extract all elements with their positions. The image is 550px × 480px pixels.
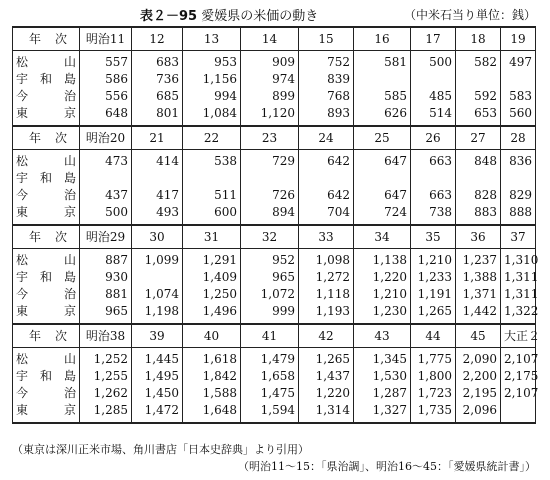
year-cell: 37	[501, 225, 536, 249]
price-cell: 1,530	[354, 368, 411, 385]
year-cell: 16	[354, 27, 411, 51]
rice-price-table	[12, 26, 541, 424]
row-label-tokyo: 東 京	[13, 204, 80, 225]
price-cell: 2,200	[456, 368, 501, 385]
price-cell: 2,096	[456, 402, 501, 423]
price-cell: 1,220	[354, 269, 411, 286]
year-cell: 33	[299, 225, 354, 249]
price-cell: 1,450	[132, 385, 183, 402]
price-cell: 1,327	[354, 402, 411, 423]
price-cell: 1,496	[183, 303, 241, 324]
year-header-label: 年 次	[13, 225, 80, 249]
price-cell	[501, 71, 536, 88]
table-body	[13, 27, 541, 423]
price-cell: 647	[354, 150, 411, 171]
price-cell: 1,074	[132, 286, 183, 303]
table-number: 表２－95	[140, 9, 198, 24]
price-cell: 586	[80, 71, 132, 88]
table-row-matsuyama	[13, 249, 536, 270]
price-cell: 704	[299, 204, 354, 225]
year-header-label: 年 次	[13, 126, 80, 150]
year-header-label: 年 次	[13, 27, 80, 51]
price-cell: 1,442	[456, 303, 501, 324]
price-cell	[411, 71, 456, 88]
year-cell: 17	[411, 27, 456, 51]
row-label-imabari: 今 治	[13, 88, 80, 105]
year-cell: 明治38	[80, 324, 132, 348]
price-cell: 1,252	[80, 348, 132, 369]
price-cell: 1,445	[132, 348, 183, 369]
price-cell: 1,265	[411, 303, 456, 324]
price-cell: 683	[132, 51, 183, 72]
price-cell: 1,310	[501, 249, 536, 270]
price-cell: 583	[501, 88, 536, 105]
year-header-row	[13, 27, 536, 51]
price-cell: 556	[80, 88, 132, 105]
price-cell: 828	[456, 187, 501, 204]
price-cell: 485	[411, 88, 456, 105]
price-cell: 1,250	[183, 286, 241, 303]
price-cell: 1,618	[183, 348, 241, 369]
price-cell: 2,175	[501, 368, 536, 385]
year-cell: 42	[299, 324, 354, 348]
table-row-tokyo	[13, 402, 536, 423]
price-cell: 952	[241, 249, 299, 270]
price-cell: 626	[354, 105, 411, 126]
price-cell: 894	[241, 204, 299, 225]
price-cell: 1,495	[132, 368, 183, 385]
price-cell	[501, 170, 536, 187]
price-cell: 768	[299, 88, 354, 105]
year-cell: 21	[132, 126, 183, 150]
price-cell	[354, 170, 411, 187]
price-cell: 557	[80, 51, 132, 72]
price-cell: 1,120	[241, 105, 299, 126]
table-row-imabari	[13, 286, 536, 303]
price-cell	[501, 402, 536, 423]
price-cell: 1,193	[299, 303, 354, 324]
price-cell: 887	[80, 249, 132, 270]
year-cell: 44	[411, 324, 456, 348]
year-cell: 15	[299, 27, 354, 51]
year-cell: 34	[354, 225, 411, 249]
price-cell: 1,345	[354, 348, 411, 369]
price-cell: 1,099	[132, 249, 183, 270]
year-cell: 23	[241, 126, 299, 150]
price-cell: 883	[456, 204, 501, 225]
price-cell: 965	[80, 303, 132, 324]
year-cell: 45	[456, 324, 501, 348]
price-cell: 653	[456, 105, 501, 126]
price-cell: 1,371	[456, 286, 501, 303]
year-cell: 13	[183, 27, 241, 51]
price-cell: 1,775	[411, 348, 456, 369]
price-cell: 836	[501, 150, 536, 171]
price-cell: 538	[183, 150, 241, 171]
price-cell	[411, 170, 456, 187]
price-cell: 663	[411, 150, 456, 171]
year-cell: 30	[132, 225, 183, 249]
price-cell: 726	[241, 187, 299, 204]
price-cell: 974	[241, 71, 299, 88]
year-header-row	[13, 126, 536, 150]
table-row-uwajima	[13, 368, 536, 385]
price-cell: 592	[456, 88, 501, 105]
year-cell: 35	[411, 225, 456, 249]
row-label-imabari: 今 治	[13, 286, 80, 303]
price-cell: 888	[501, 204, 536, 225]
year-cell: 41	[241, 324, 299, 348]
price-cell: 1,311	[501, 286, 536, 303]
price-cell: 965	[241, 269, 299, 286]
price-cell: 999	[241, 303, 299, 324]
source-note-tokyo: （東京は深川正米市場、角川書店「日本史辞典」より引用）	[12, 443, 309, 456]
price-cell: 848	[456, 150, 501, 171]
table-row-imabari	[13, 88, 536, 105]
price-cell	[183, 170, 241, 187]
price-cell: 500	[80, 204, 132, 225]
price-cell: 1,210	[354, 286, 411, 303]
price-cell: 1,233	[411, 269, 456, 286]
table-row-uwajima	[13, 71, 536, 88]
price-cell: 1,287	[354, 385, 411, 402]
price-cell: 881	[80, 286, 132, 303]
price-cell: 1,437	[299, 368, 354, 385]
year-cell: 25	[354, 126, 411, 150]
price-cell: 585	[354, 88, 411, 105]
price-cell: 1,262	[80, 385, 132, 402]
table-row-imabari	[13, 385, 536, 402]
price-cell: 738	[411, 204, 456, 225]
year-cell: 31	[183, 225, 241, 249]
price-cell: 1,220	[299, 385, 354, 402]
price-cell: 1,084	[183, 105, 241, 126]
price-cell: 1,291	[183, 249, 241, 270]
price-cell: 909	[241, 51, 299, 72]
price-cell: 953	[183, 51, 241, 72]
price-cell: 560	[501, 105, 536, 126]
row-label-uwajima: 宇和島	[13, 368, 80, 385]
price-cell: 1,210	[411, 249, 456, 270]
price-cell: 642	[299, 187, 354, 204]
price-cell	[80, 170, 132, 187]
price-cell: 437	[80, 187, 132, 204]
price-cell: 729	[241, 150, 299, 171]
price-cell: 500	[411, 51, 456, 72]
table-title	[0, 4, 550, 24]
year-cell: 18	[456, 27, 501, 51]
year-cell: 14	[241, 27, 299, 51]
unit-note: （中米石当り単位：銭）	[404, 8, 537, 22]
year-header-label: 年 次	[13, 324, 80, 348]
price-cell: 2,090	[456, 348, 501, 369]
row-label-matsuyama: 松 山	[13, 51, 80, 72]
price-cell: 685	[132, 88, 183, 105]
price-cell: 511	[183, 187, 241, 204]
price-cell: 1,800	[411, 368, 456, 385]
table-row-matsuyama	[13, 348, 536, 369]
price-cell: 648	[80, 105, 132, 126]
price-cell: 1,138	[354, 249, 411, 270]
row-label-tokyo: 東 京	[13, 402, 80, 423]
price-cell: 642	[299, 150, 354, 171]
row-label-matsuyama: 松 山	[13, 348, 80, 369]
price-cell: 1,118	[299, 286, 354, 303]
price-cell: 493	[132, 204, 183, 225]
row-label-imabari: 今 治	[13, 187, 80, 204]
table-caption-line	[140, 5, 318, 24]
year-cell: 大正２	[501, 324, 536, 348]
price-cell: 893	[299, 105, 354, 126]
price-cell: 581	[354, 51, 411, 72]
price-cell: 582	[456, 51, 501, 72]
price-cell: 1,658	[241, 368, 299, 385]
price-cell: 514	[411, 105, 456, 126]
price-cell: 1,311	[501, 269, 536, 286]
price-cell: 1,230	[354, 303, 411, 324]
year-cell: 26	[411, 126, 456, 150]
price-cell: 839	[299, 71, 354, 88]
price-cell	[456, 170, 501, 187]
price-cell: 497	[501, 51, 536, 72]
price-cell: 1,594	[241, 402, 299, 423]
row-label-matsuyama: 松 山	[13, 249, 80, 270]
price-cell: 600	[183, 204, 241, 225]
price-cell: 801	[132, 105, 183, 126]
price-cell: 899	[241, 88, 299, 105]
source-note-ehime: （明治11～15：「県治調」、明治16～45：「愛媛県統計書」）	[238, 460, 536, 473]
year-cell: 24	[299, 126, 354, 150]
price-cell	[299, 170, 354, 187]
price-cell: 1,322	[501, 303, 536, 324]
price-cell: 1,475	[241, 385, 299, 402]
table-row-uwajima	[13, 170, 536, 187]
price-cell: 1,272	[299, 269, 354, 286]
price-cell	[354, 71, 411, 88]
row-label-matsuyama: 松 山	[13, 150, 80, 171]
price-cell: 724	[354, 204, 411, 225]
price-cell: 1,198	[132, 303, 183, 324]
price-cell: 2,195	[456, 385, 501, 402]
table-row-tokyo	[13, 303, 536, 324]
table-caption: 愛媛県の米価の動き	[201, 9, 319, 24]
price-cell: 417	[132, 187, 183, 204]
row-label-uwajima: 宇和島	[13, 269, 80, 286]
row-label-imabari: 今 治	[13, 385, 80, 402]
price-cell: 1,255	[80, 368, 132, 385]
price-cell: 930	[80, 269, 132, 286]
year-cell: 40	[183, 324, 241, 348]
price-cell: 1,472	[132, 402, 183, 423]
price-cell: 1,723	[411, 385, 456, 402]
year-cell: 19	[501, 27, 536, 51]
year-cell: 22	[183, 126, 241, 150]
price-cell: 1,237	[456, 249, 501, 270]
year-cell: 28	[501, 126, 536, 150]
year-cell: 43	[354, 324, 411, 348]
table-row-tokyo	[13, 105, 536, 126]
table-row-imabari	[13, 187, 536, 204]
price-cell	[132, 170, 183, 187]
price-cell: 663	[411, 187, 456, 204]
price-cell: 1,285	[80, 402, 132, 423]
year-header-row	[13, 324, 536, 348]
price-cell: 1,409	[183, 269, 241, 286]
price-cell: 1,265	[299, 348, 354, 369]
table-row-tokyo	[13, 204, 536, 225]
year-cell: 39	[132, 324, 183, 348]
price-cell: 1,588	[183, 385, 241, 402]
price-cell	[132, 269, 183, 286]
price-cell: 1,735	[411, 402, 456, 423]
price-cell: 994	[183, 88, 241, 105]
price-cell	[456, 71, 501, 88]
row-label-uwajima: 宇和島	[13, 170, 80, 187]
year-header-row	[13, 225, 536, 249]
price-cell: 1,072	[241, 286, 299, 303]
price-cell: 2,107	[501, 348, 536, 369]
year-cell: 27	[456, 126, 501, 150]
year-cell: 明治29	[80, 225, 132, 249]
price-cell	[241, 170, 299, 187]
price-cell: 473	[80, 150, 132, 171]
price-cell: 1,191	[411, 286, 456, 303]
row-label-uwajima: 宇和島	[13, 71, 80, 88]
price-cell: 647	[354, 187, 411, 204]
price-cell: 1,388	[456, 269, 501, 286]
price-cell: 1,314	[299, 402, 354, 423]
year-cell: 12	[132, 27, 183, 51]
price-cell: 1,648	[183, 402, 241, 423]
price-cell: 2,107	[501, 385, 536, 402]
price-cell: 414	[132, 150, 183, 171]
price-cell: 1,156	[183, 71, 241, 88]
price-cell: 1,842	[183, 368, 241, 385]
year-cell: 明治20	[80, 126, 132, 150]
row-label-tokyo: 東 京	[13, 303, 80, 324]
row-label-tokyo: 東 京	[13, 105, 80, 126]
year-cell: 36	[456, 225, 501, 249]
year-cell: 明治11	[80, 27, 132, 51]
table-row-matsuyama	[13, 51, 536, 72]
year-cell: 32	[241, 225, 299, 249]
price-cell: 1,479	[241, 348, 299, 369]
price-cell: 1,098	[299, 249, 354, 270]
table-row-uwajima	[13, 269, 536, 286]
table-row-matsuyama	[13, 150, 536, 171]
price-cell: 752	[299, 51, 354, 72]
price-cell: 736	[132, 71, 183, 88]
price-cell: 829	[501, 187, 536, 204]
